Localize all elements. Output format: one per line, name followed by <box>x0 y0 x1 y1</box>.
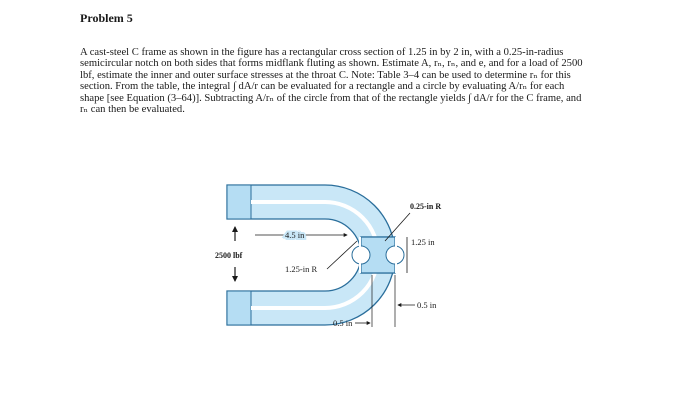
upper-flange <box>227 185 251 219</box>
dim-45-label: 4.5 in <box>285 230 305 240</box>
dim-05-right-label: 0.5 in <box>417 300 437 310</box>
statement-line: shape [see Equation (3–64)]. Subtracting A/rₙ of the circle from that of the rectangle yields ∫ dA/r for the C frame, and <box>80 92 582 104</box>
statement-line: section. From the table, the integral ∫ dA/r can be evaluated for a rectangle and a circle by evaluating A/rₙ for each <box>80 81 565 93</box>
dim-125R-label: 1.25-in R <box>285 264 318 274</box>
load-label: 2500 lbf <box>215 251 243 260</box>
lower-flange <box>227 291 251 325</box>
throat-cross-section <box>352 237 404 273</box>
problem-statement <box>80 47 620 115</box>
statement-line: lbf, estimate the inner and outer surface stresses at the throat C. Note: Table 3–4 can be used to determine rₙ for this <box>80 69 571 81</box>
dim-025R-label: 0.25-in R <box>410 202 442 211</box>
dim-125-label: 1.25 in <box>411 237 435 247</box>
statement-line: semicircular notch on both sides that forms midflank fluting as shown. Estimate A, rₙ, rₙ, and e, and for a load of 2500 <box>80 58 583 70</box>
statement-line: A cast-steel C frame as shown in the figure has a rectangular cross section of 1.25 in by 2 in, with a 0.25-in-radius <box>80 47 564 58</box>
dim-05-left-label: 0.5 in <box>333 318 353 328</box>
problem-title: Problem 5 <box>80 11 133 25</box>
c-frame-figure <box>215 175 475 355</box>
statement-line: rₙ can then be evaluated. <box>80 104 185 116</box>
